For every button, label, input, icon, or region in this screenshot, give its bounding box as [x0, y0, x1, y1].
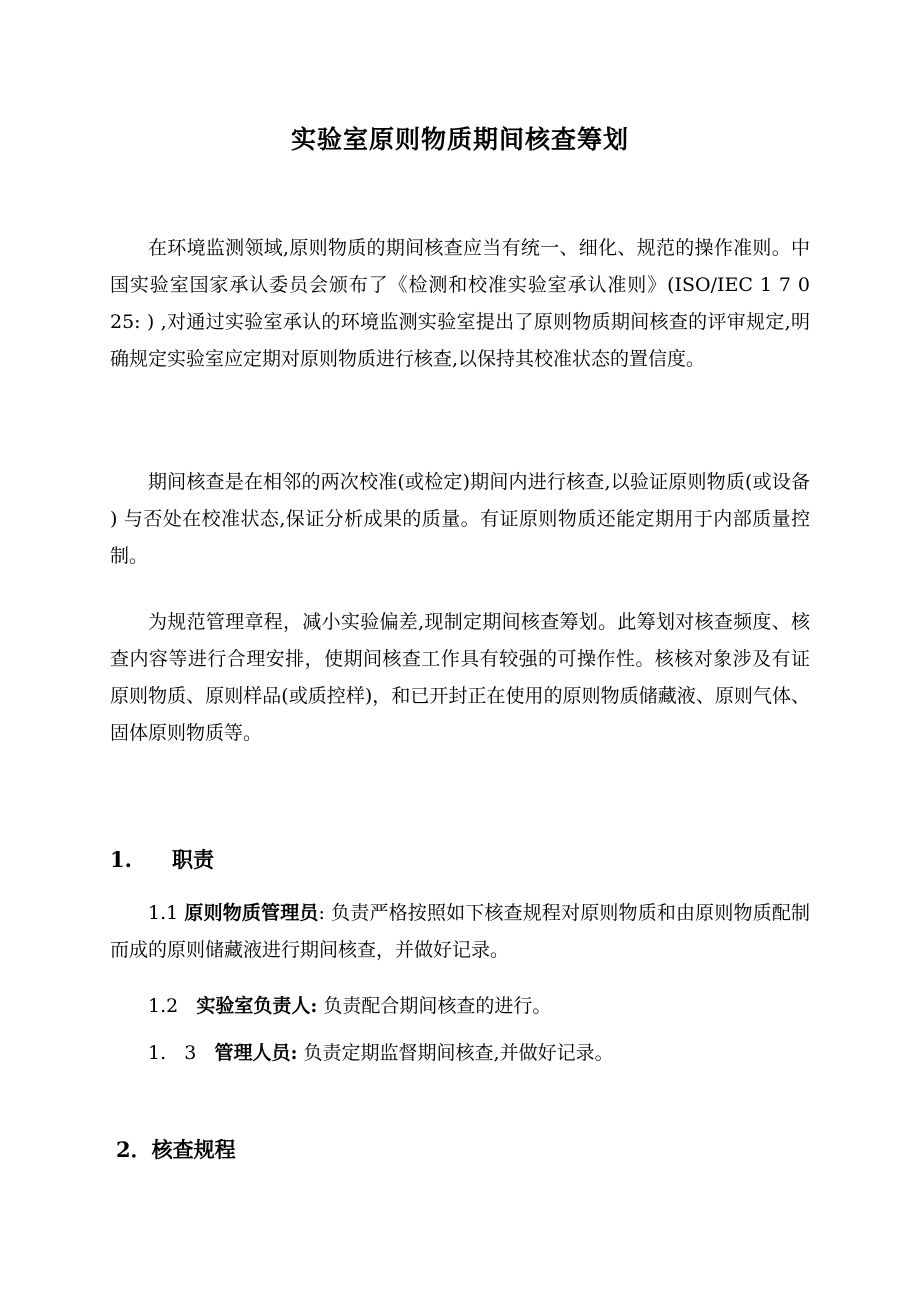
item-number: 1. 3 [148, 1042, 215, 1064]
item-text: 负责定期监督期间核查,并做好记录。 [297, 1042, 614, 1064]
item-role: 管理人员: [214, 1042, 298, 1064]
responsibility-item [110, 988, 810, 1025]
purpose-paragraph: 为规范管理章程，减小实验偏差,现制定期间核查筹划。此筹划对核查频度、核查内容等进行合理安排，使期间核查工作具有较强的可操作性。核核对象涉及有证原则物质、原则样品(或质控样)，和已开封正在使用的原则物质储藏液、原则气体、固体原则物质等。 [110, 611, 810, 744]
page-title: 实验室原则物质期间核查筹划 [290, 125, 629, 154]
item-text: 负责配合期间核查的进行。 [317, 995, 552, 1017]
responsibility-item [110, 895, 810, 969]
definition-paragraph: 期间核查是在相邻的两次校准(或检定)期间内进行核查,以验证原则物质(或设备 ) 与否处在校准状态,保证分析成果的质量。有证原则物质还能定期用于内部质量控制。 [110, 471, 810, 567]
section-number: 1. [110, 847, 132, 872]
item-role: 实验室负责人: [196, 995, 318, 1017]
section-heading-responsibilities [110, 844, 214, 876]
intro-paragraph: 在环境监测领域,原则物质的期间核查应当有统一、细化、规范的操作准则。中国实验室国家承认委员会颁布了《检测和校准实验室承认准则》(ISO/IEC 1 7 0 25: ) ,对通过实验室承认的环境监测实验室提出了原则物质期间核查的评审规定,明确规定实验室应定期对原则物质进行核查,以保持其校准状态的置信度。 [110, 237, 810, 370]
item-text: : 负责严格按照如下核查规程对原则物质和由原则物质配制而成的原则储藏液进行期间核查，并做好记录。 [110, 902, 810, 961]
section-title: 职责 [172, 847, 214, 872]
item-number: 1.1 [148, 902, 185, 924]
section-title: 核查规程 [151, 1137, 236, 1162]
item-number: 1.2 [148, 995, 197, 1017]
item-role: 原则物质管理员 [184, 902, 319, 924]
section-number: 2． [116, 1137, 152, 1162]
responsibility-item [110, 1035, 810, 1072]
section-heading-procedure [116, 1134, 236, 1166]
